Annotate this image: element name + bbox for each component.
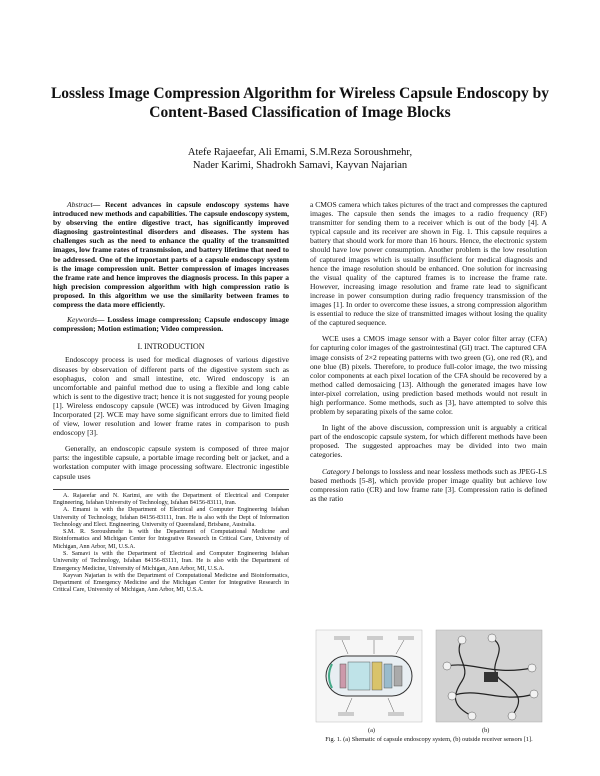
abstract-label: Abstract bbox=[67, 200, 93, 209]
paper-title: Lossless Image Compression Algorithm for Wireless Capsule Endoscopy by Content-Based Classification of Image Blocks bbox=[50, 85, 550, 121]
abstract bbox=[53, 200, 289, 309]
footnote: Kayvan Najarian is with the Department of Computational Medicine and Bioinformatics, Department of Emergency Medicine and the Michigan Center for Integrative Research in Critical Care, University of Michigan, Ann Arbor, MI, U.S.A. bbox=[53, 572, 289, 594]
authors bbox=[40, 146, 560, 172]
capsule-schematic-image bbox=[316, 630, 422, 722]
authors-line-1: Atefe Rajaeefar, Ali Emami, S.M.Reza Soroushmehr, bbox=[187, 147, 413, 158]
right-column bbox=[310, 200, 547, 510]
figure-label-a: (a) bbox=[368, 727, 375, 734]
figure-caption: Fig. 1. (a) Shematic of capsule endoscopy system, (b) outside receiver sensors [1]. bbox=[325, 736, 533, 743]
left-column bbox=[53, 200, 289, 595]
body-paragraph: Endoscopy process is used for medical diagnoses of various digestive diseases by observation of different parts of the digestive system such as esophagus, colon and small intestine, etc. Wired endoscopy is an uncomfortable and painful method due to using a flexible and long cable which is sent to the digestive tract; hence it is not suggested for young people [1]. Wireless endoscopy capsule (WCE) was introduced by Given Imaging Incorporated [2]. WCE may have some significant errors due to limited field of view, lower resolution and lower frame rates in comparison to push endoscopy [3]. bbox=[53, 355, 289, 438]
body-paragraph-category bbox=[310, 467, 547, 503]
keywords-label: Keywords bbox=[67, 315, 97, 325]
body-paragraph: WCE uses a CMOS image sensor with a Bayer color filter array (CFA) for capturing color images of the gastrointestinal (GI) tract. The captured CFA image consists of 2×2 repeating patterns with two green (G), one red (R), and one blue (B) pixels. Therefore, to produce full-color image, the two missing color components at each pixel location of the CFA should be recovered by a method called demosaicing [13]. Although the generated images have low inter-pixel correlation, using prediction based methods would not result in high performance. Some methods, such as [3], have attempted to solve this problem by separating pixels of the same color. bbox=[310, 334, 547, 417]
footnote: A. Emami is with the Department of Electrical and Computer Engineering Isfahan University of Technology, Isfahan 84156-83111, Iran. He is also with the Dept of Information Technology and Elect. Engineering, University of Queensland, Brisbane, Australia. bbox=[53, 507, 289, 528]
receiver-sensors-image bbox=[436, 630, 542, 722]
footnote-rule bbox=[53, 489, 289, 490]
keywords-text: — Lossless image compression; Capsule endoscopy image compression; Motion estimation; Video compression. bbox=[53, 315, 289, 334]
category-label: Category I bbox=[322, 466, 355, 476]
body-paragraph: a CMOS camera which takes pictures of the tract and compresses the captured images. The capsule then sends the images to a radio frequency (RF) transmitter for sending them to a receiver which is out of the body [4]. A typical capsule and its receiver are shown in Fig. 1. This capsule requires a battery that should work for more than 16 hours. Hence, the electronic system should have low power consumption. Another problem is the low resolution of captured images which is usually insufficient for medical diagnosis and hence the image resolution should be enhanced. One solution for increasing the visual quality of the captured frames is to increase the frame rate. However, increasing image resolution and frame rate lead to significant increase in power consumption during radio frequency transmission of the images [1]. In order to overcome these issues, a strong compression algorithm is essential to reduce the size of transmitted images without losing the quality of the captured sequence. bbox=[310, 200, 547, 328]
footnote: A. Rajaeefar and N. Karimi, are with the Department of Electrical and Computer Engineering, Isfahan University of Technology, Isfahan 84156-83111, Iran. bbox=[53, 492, 289, 506]
authors-line-2: Nader Karimi, Shadrokh Samavi, Kayvan Najarian bbox=[192, 160, 408, 171]
keywords bbox=[53, 315, 289, 333]
section-heading-introduction: I. INTRODUCTION bbox=[137, 342, 205, 352]
abstract-text: — Recent advances in capsule endoscopy systems have introduced new methods and capabilities. The capsule endoscopy system, by observing the entire digestive tract, has significantly improved diagnosing gastrointestinal disorders and diseases. The system has challenges such as the need to enhance the quality of the transmitted images, low frame rates of transmission, and battery lifetime that need to be addressed. One of the important parts of a capsule endoscopy system is the image compression unit. Better compression of images increases the frame rate and hence improves the diagnosis process. In this paper a high precision compression algorithm with high compression ratio is proposed. In this algorithm we use the similarity between frames to compress the data more efficiently. bbox=[53, 200, 289, 310]
body-paragraph: Generally, an endoscopic capsule system is composed of three major parts: the ingestible capsule, a portable image recording belt or jacket, and a workstation computer with image processing software. Electronic ingestible capsule uses bbox=[53, 444, 289, 481]
category-text: belongs to lossless and near lossless methods such as JPEG-LS based methods [5-8], which provide proper image quality but achieve low compression ratio (CR) and low frame rate [3]. Compression ratio is defined as the ratio bbox=[310, 466, 547, 503]
body-paragraph: In light of the above discussion, compression unit is arguably a critical part of the endoscopic capsule system, for which different methods have been proposed. The suggested approaches may be divided into two main categories. bbox=[310, 423, 547, 460]
figure-1 bbox=[312, 626, 546, 734]
footnote: S. Samavi is with the Department of Electrical and Computer Engineering Isfahan University of Technology, Isfahan 84156-83111, Iran. He is also with the Department of Emergency Medicine, University of Michigan, Ann Arbor, MI, U.S.A. bbox=[53, 551, 289, 572]
figure-label-b: (b) bbox=[482, 727, 490, 734]
footnote: S.M. R. Soroushmehr is with the Department of Computational Medicine and Bioinformatics and Michigan Center for Integrative Research in Critical Care, University of Michigan, Ann Arbor, MI, U.S.A. bbox=[53, 529, 289, 550]
